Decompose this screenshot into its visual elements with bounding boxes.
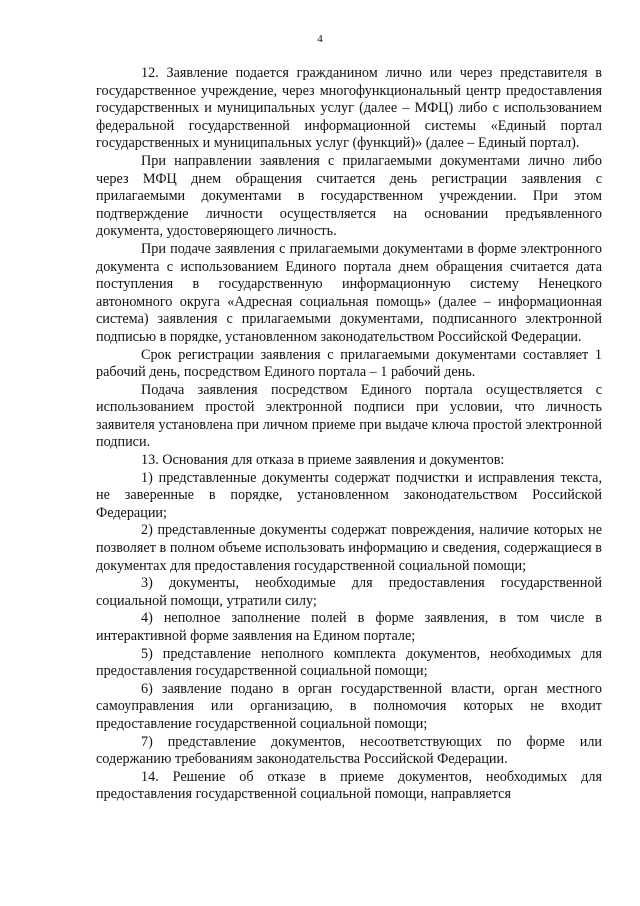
paragraph-in-person-submission: При направлении заявления с прилагаемыми документами лично либо через МФЦ днем обращения считается день регистрации заявления с прилагаемыми документами в государственном учреждении. При этом подтверждение личности осуществляется на основании предъявленного документа, удостоверяющего личность.	[96, 152, 602, 240]
paragraph-14-refusal-decision: 14. Решение об отказе в приеме документов, необходимых для предоставления государственной социальной помощи, направляется	[96, 768, 602, 803]
page-number: 4	[317, 33, 323, 45]
list-item-4: 4) неполное заполнение полей в форме заявления, в том числе в интерактивной форме заявления на Едином портале;	[96, 610, 602, 644]
list-item-6: 6) заявление подано в орган государственной власти, орган местного самоуправления или организацию, в полномочия которых не входит предоставление государственной социальной помощи;	[96, 680, 602, 732]
paragraph-12-submission: 12. Заявление подается гражданином лично или через представителя в государственное учреждение, через многофункциональный центр предоставления государственных и муниципальных услуг (далее – МФЦ) либо с использованием федеральной государственной информационной системы «Единый портал государственных и муниципальных услуг (функций)» (далее – Единый портал).	[96, 65, 602, 152]
list-item-7: 7) представление документов, несоответствующих по форме или содержанию требованиям законодательства Российской Федерации.	[96, 733, 602, 768]
paragraph-simple-signature: Подача заявления посредством Единого портала осуществляется с использованием простой электронной подписи при условии, что личность заявителя установлена при личном приеме при выдаче ключа простой электронной подписи.	[96, 381, 602, 451]
list-item-1: 1) представленные документы содержат подчистки и исправления текста, не заверенные в порядке, установленном законодательством Российской Федерации;	[96, 469, 602, 521]
paragraph-electronic-submission: При подаче заявления с прилагаемыми документами в форме электронного документа с использованием Единого портала днем обращения считается дата поступления в государственную информационную систему Ненецкого автономного округа «Адресная социальная помощь» (далее – информационная система) заявления с прилагаемыми документами, подписанного электронной подписью в порядке, установленном законодательством Российской Федерации.	[96, 240, 602, 345]
paragraph-13-refusal-grounds: 13. Основания для отказа в приеме заявления и документов:	[141, 452, 505, 469]
paragraph-registration-term: Срок регистрации заявления с прилагаемыми документами составляет 1 рабочий день, посредством Единого портала – 1 рабочий день.	[96, 346, 602, 381]
document-body	[96, 65, 602, 804]
list-item-3: 3) документы, необходимые для предоставления государственной социальной помощи, утратили силу;	[96, 575, 602, 609]
list-item-5: 5) представление неполного комплекта документов, необходимых для предоставления государственной социальной помощи;	[96, 645, 602, 680]
list-item-2: 2) представленные документы содержат повреждения, наличие которых не позволяет в полном объеме использовать информацию и сведения, содержащиеся в документах для предоставления государственной социальной помощи;	[96, 522, 602, 574]
